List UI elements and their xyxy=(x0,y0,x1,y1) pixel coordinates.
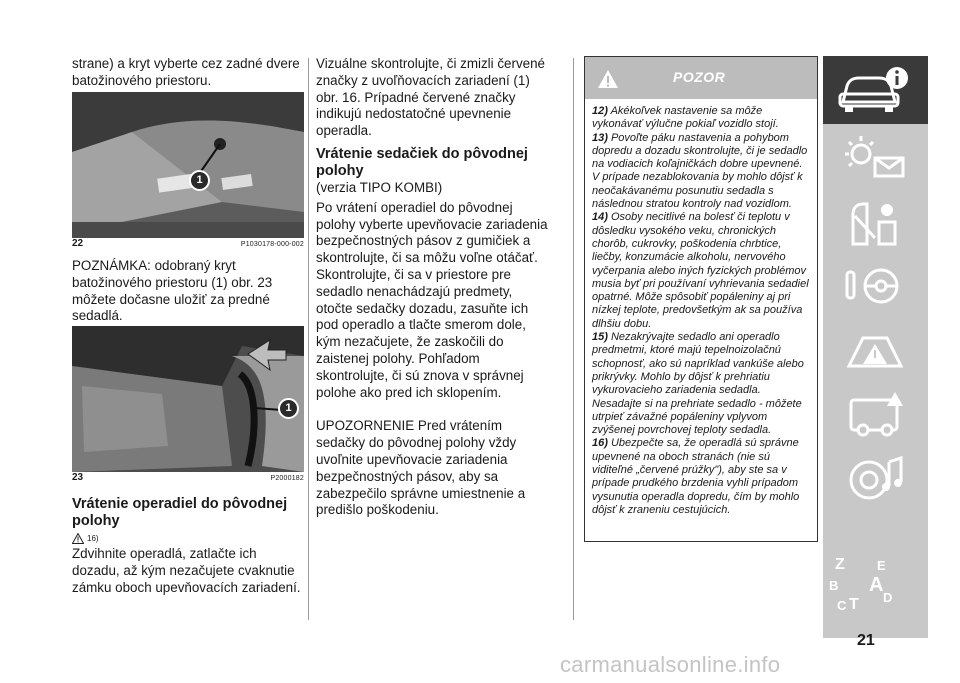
index-letter: C xyxy=(837,598,847,613)
trunk-cover-illustration xyxy=(72,92,304,238)
sidebar-item-index[interactable] xyxy=(823,550,928,630)
chapter-sidebar xyxy=(823,56,928,638)
figure-22-caption xyxy=(72,238,304,252)
figure-23-image xyxy=(72,326,304,472)
intro-text: strane) a kryt vyberte cez zadné dvere batožinového priestoru. xyxy=(72,56,300,88)
warning-item: 12) Akékoľvek nastavenie sa môže vykonávať výlučne pokiaľ vozidlo stojí. xyxy=(592,105,779,131)
index-letter: T xyxy=(849,596,859,613)
column-1 xyxy=(72,56,304,596)
section-heading: Vrátenie sedačiek do pôvodnej polohy xyxy=(316,146,528,179)
index-letter: B xyxy=(829,578,839,593)
warning-reference xyxy=(72,530,304,546)
index-letter: Z xyxy=(835,556,845,573)
callout-1: 1 xyxy=(278,398,299,419)
warning-title: POZOR xyxy=(673,69,726,85)
warning-box xyxy=(584,56,818,542)
seatback-illustration xyxy=(72,326,304,472)
column-divider xyxy=(308,58,309,620)
emergency-icon[interactable] xyxy=(835,386,915,442)
safety-seat-icon[interactable] xyxy=(835,194,915,250)
page-number: 21 xyxy=(857,632,875,649)
paragraph-2: Po vrátení operadiel do pôvodnej polohy vyberte upevňovacie zariadenia bezpečnostných pásov z gumičiek a skontrolujte, či sa môžu voľne otáčať. Skontrolujte, či sa v priestore pre sedadlo nenachádzajú predmety, otočte sedačky dozadu, zasuňte ich pod operadlo a tlačte smerom dole, kým nezačujete, že zaskočili do zaistenej polohy. Pohľadom skontrolujte, či sú znova v správnej polohe ako pred ich sklopením. xyxy=(316,199,548,400)
watermark: carmanualsonline.info xyxy=(560,652,781,677)
warning-triangle-icon xyxy=(597,69,619,89)
figure-23-caption xyxy=(72,472,304,486)
callout-1: 1 xyxy=(189,170,210,191)
figure-code: P2000182 xyxy=(270,475,304,482)
warning-triangle-icon xyxy=(72,533,84,544)
figure-number: 22 xyxy=(72,238,84,249)
warning-item: 13) Povoľte páku nastavenia a pohybom dopredu a dozadu skontrolujte, či je sedadlo na vodiacich koľajničkách dobre upevnené. V prípade nezablokovania by mohlo dôjsť k neočakávanému posunutiu sedadla s následnou stratou kontroly nad vozidlom. xyxy=(592,131,808,211)
warning-item: 14) Osoby necitlivé na bolesť či teplotu v dôsledku vysokého veku, chronických chorôb, cukrovky, poškodenia chrbtice, liečby, konzumácie alkoholu, nervového vyčerpania alebo iných fyzických problémov musia byť pri používaní vyhrievania sedadiel opatrné. Môže spôsobiť popáleniny aj pri nízkej teplote, predovšetkým ak sa používa dlhšiu dobu. xyxy=(592,211,809,330)
warning-item: 16) Ubezpečte sa, že operadlá sú správne upevnené na oboch stranách (nie sú viditeľné „červené prúžky"), aby ste sa v prípade prudkého brzdenia vyhli prípadom vysunutia operadla dopredu, čím by mohlo dôjsť k zraneniu cestujúcich. xyxy=(592,437,800,516)
warning-ref-number: 16) xyxy=(87,533,99,543)
paragraph-1: Vizuálne skontrolujte, či zmizli červené značky z uvoľňovacích zariadení (1) obr. 16. Prípadné červené značky indikujú nedostatočné upevnenie operadla. xyxy=(316,56,545,139)
index-letter: D xyxy=(883,590,893,605)
figure-22-image xyxy=(72,92,304,238)
section-heading: Vrátenie operadiel do pôvodnej polohy xyxy=(72,496,288,529)
paragraph-3: UPOZORNENIE Pred vrátením sedačky do pôvodnej polohy vždy uvoľnite upevňovacie zariadenia bezpečnostných pásov, aby sa zabezpečilo správne umiestnenie a predišlo poškodeniu. xyxy=(316,418,526,518)
column-divider xyxy=(573,58,574,620)
index-letter: A xyxy=(869,574,884,596)
car-info-icon xyxy=(835,62,915,118)
figure-code: P1030178-000-002 xyxy=(240,241,304,248)
service-media-icon[interactable] xyxy=(835,450,915,506)
warning-body xyxy=(585,99,817,517)
lights-message-icon[interactable] xyxy=(835,130,915,186)
figure-number: 23 xyxy=(72,472,84,483)
column-2 xyxy=(316,56,549,519)
driving-warning-icon[interactable] xyxy=(835,322,915,378)
note-text: POZNÁMKA: odobraný kryt batožinového priestoru (1) obr. 23 môžete dočasne uložiť za predné sedadlá. xyxy=(72,258,273,324)
warning-item: 15) Nezakrývajte sedadlo ani operadlo predmetmi, ktoré majú tepelnoizolačnú schopnosť, ako sú napríklad vankúše alebo prikrývky. Mohlo by dôjsť k prehriatiu vykurovacieho zariadenia sedadla. Nesadajte si na prehriate sedadlo - môžete utrpieť závažné popáleniny vplyvom zvýšenej povrchovej teploty sedadla. xyxy=(592,331,804,437)
body-text: Zdvihnite operadlá, zatlačte ich dozadu, až kým nezačujete cvaknutie zámku oboch upevňovacích zariadení. xyxy=(72,546,301,595)
steering-key-icon[interactable] xyxy=(835,258,915,314)
index-letter: E xyxy=(877,558,886,573)
section-subheading: (verzia TIPO KOMBI) xyxy=(316,180,443,195)
sidebar-item-car-info[interactable] xyxy=(823,56,928,124)
warning-header xyxy=(585,57,817,99)
